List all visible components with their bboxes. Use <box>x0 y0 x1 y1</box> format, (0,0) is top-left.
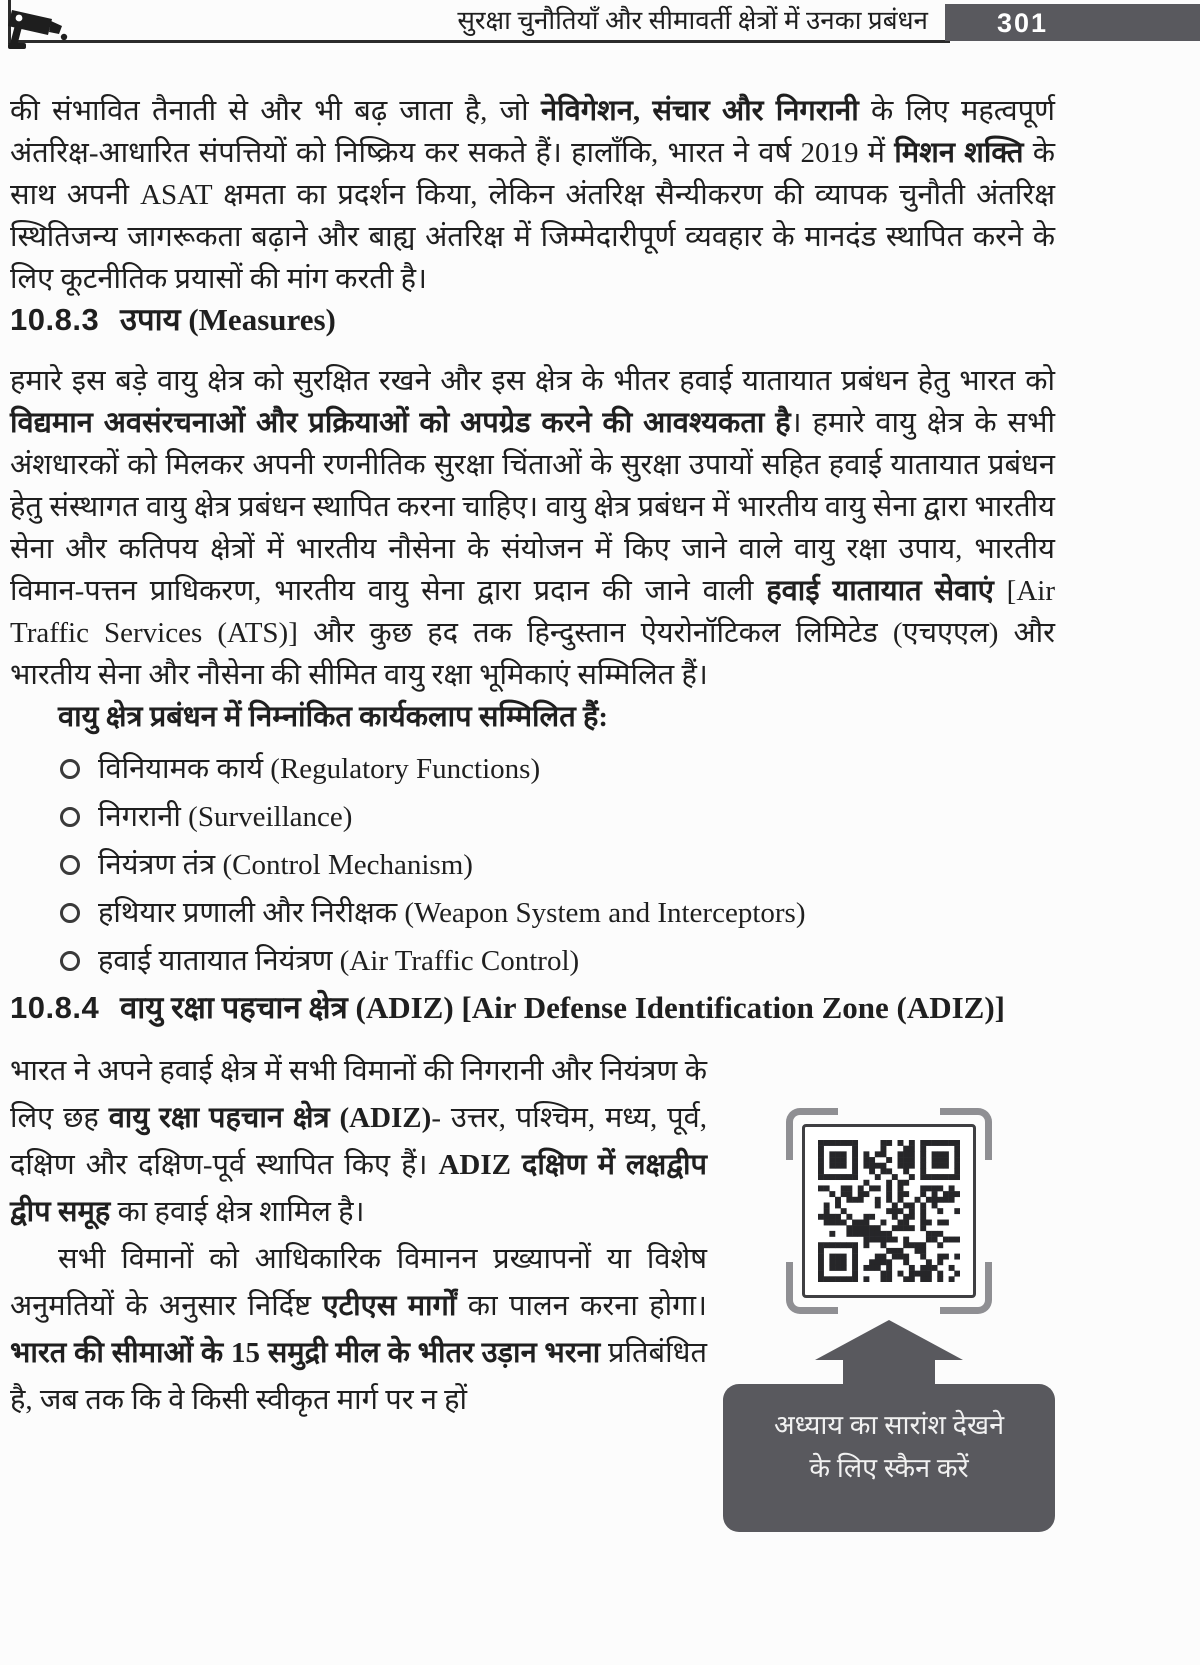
page-header <box>0 0 1200 46</box>
qr-caption-line: के लिए स्कैन करें <box>809 1453 969 1483</box>
section-heading-10-8-4 <box>10 988 1055 1028</box>
list-item: विनियामक कार्य (Regulatory Functions) <box>10 748 1055 790</box>
qr-scan-figure <box>723 1108 1055 1532</box>
page-body <box>0 46 1200 1532</box>
paragraph-airspace-upgrade: हमारे इस बड़े वायु क्षेत्र को सुरक्षित रखने और इस क्षेत्र के भीतर हवाई यातायात प्रबंधन हेतु भारत को विद्यमान अवसंरचनाओं और प्रक्रियाओं को अपग्रेड करने की आवश्यकता है। हमारे वायु क्षेत्र के सभी अंशधारकों को मिलकर अपनी रणनीतिक सुरक्षा चिंताओं के सुरक्षा उपायों सहित हवाई यातायात प्रबंधन हेतु संस्थागत वायु क्षेत्र प्रबंधन स्थापित करना चाहिए। वायु क्षेत्र प्रबंधन में भारतीय वायु सेना द्वारा भारतीय सेना और कतिपय क्षेत्रों में भारतीय नौसेना के संयोजन में किए जाने वाले वायु रक्षा उपाय, भारतीय विमान-पत्तन प्राधिकरण, भारतीय वायु सेना द्वारा प्रदान की जाने वाली हवाई यातायात सेवाएं [Air Traffic Services (ATS)] और कुछ हद तक हिन्दुस्तान ऐयरोनॉटिकल लिमिटेड (एचएएल) और भारतीय सेना और नौसेना की सीमित वायु रक्षा भूमिकाएं सम्मिलित हैं। <box>10 365 1055 691</box>
list-item: निगरानी (Surveillance) <box>10 796 1055 838</box>
list-item: नियंत्रण तंत्र (Control Mechanism) <box>10 844 1055 886</box>
paragraph-adiz-zones: भारत ने अपने हवाई क्षेत्र में सभी विमानों की निगरानी और नियंत्रण के लिए छह वायु रक्षा पहचान क्षेत्र (ADIZ)- उत्तर, पश्चिम, मध्य, पूर्व, दक्षिण और दक्षिण-पूर्व स्थापित किए हैं। ADIZ दक्षिण में लक्षद्वीप द्वीप समूह का हवाई क्षेत्र शामिल है। <box>10 1055 707 1228</box>
section-number: 10.8.4 <box>10 990 100 1025</box>
list-item: हथियार प्रणाली और निरीक्षक (Weapon System and Interceptors) <box>10 892 1055 934</box>
qr-caption <box>723 1384 1055 1532</box>
qr-scan-frame <box>786 1108 992 1314</box>
page-title: सुरक्षा चुनौतियाँ और सीमावर्ती क्षेत्रों में उनका प्रबंधन <box>457 6 928 35</box>
header-rule <box>8 40 950 43</box>
arrow-stem <box>843 1360 935 1384</box>
section-number: 10.8.3 <box>10 302 100 337</box>
section-title: उपाय (Measures) <box>120 302 336 337</box>
qr-caption-line: अध्याय का सारांश देखने <box>773 1410 1005 1440</box>
page-number-badge: 301 <box>945 4 1200 41</box>
list-intro: वायु क्षेत्र प्रबंधन में निम्नांकित कार्यकलाप सम्मिलित हैं: <box>58 701 609 733</box>
cctv-camera-icon <box>6 1 68 51</box>
paragraph-ats-routes: सभी विमानों को आधिकारिक विमानन प्रख्यापनों या विशेष अनुमतियों के अनुसार निर्दिष्ट एटीएस मार्गों का पालन करना होगा। भारत की सीमाओं के 15 समुद्री मील के भीतर उड़ान भरना प्रतिबंधित है, जब तक कि वे किसी स्वीकृत मार्ग पर न हों <box>10 1243 707 1416</box>
section-heading-10-8-3 <box>10 300 1055 340</box>
airspace-activities-list <box>10 748 1055 982</box>
section-title: वायु रक्षा पहचान क्षेत्र (ADIZ) [Air Defense Identification Zone (ADIZ)] <box>120 990 1006 1025</box>
arrow-up-icon <box>815 1320 963 1360</box>
paragraph-space-assets: की संभावित तैनाती से और भी बढ़ जाता है, जो नेविगेशन, संचार और निगरानी के लिए महत्वपूर्ण अंतरिक्ष-आधारित संपत्तियों को निष्क्रिय कर सकते हैं। हालाँकि, भारत ने वर्ष 2019 में मिशन शक्ति के साथ अपनी ASAT क्षमता का प्रदर्शन किया, लेकिन अंतरिक्ष सैन्यीकरण की व्यापक चुनौती अंतरिक्ष स्थितिजन्य जागरूकता बढ़ाने और बाह्य अंतरिक्ष में जिम्मेदारीपूर्ण व्यवहार के मानदंड स्थापित करने के लिए कूटनीतिक प्रयासों की मांग करती है। <box>10 95 1056 295</box>
qr-code-icon <box>802 1124 976 1298</box>
adiz-section <box>10 1048 1055 1532</box>
list-item: हवाई यातायात नियंत्रण (Air Traffic Control) <box>10 940 1055 982</box>
